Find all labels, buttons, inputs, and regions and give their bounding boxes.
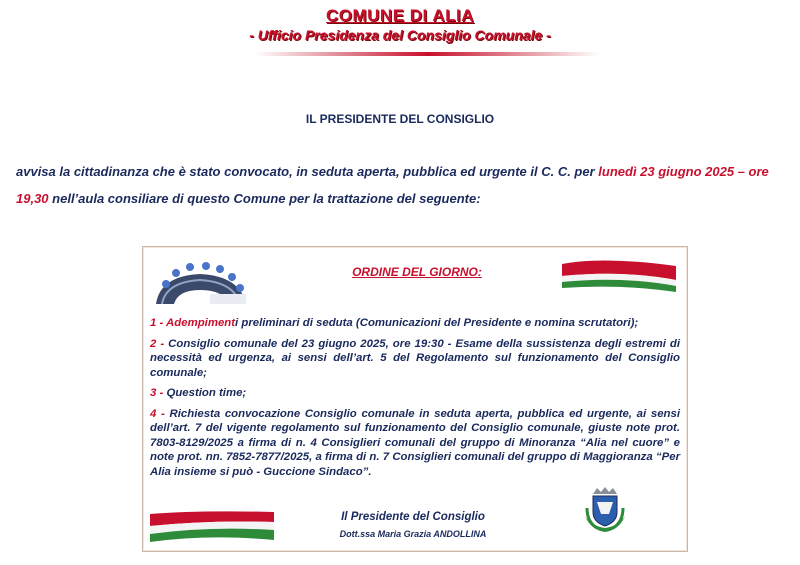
agenda-item-number: 3 -: [150, 387, 167, 399]
agenda-item: [150, 386, 680, 401]
agenda-item-text: Consiglio comunale del 23 giugno 2025, ore 19:30 - Esame della sussistenza degli estremi di necessità ed urgenza, ai sensi dell’art. 5 del Regolamento sul funzionamento del Consiglio comunale;: [150, 337, 680, 379]
signature-title: Il Presidente del Consiglio: [341, 511, 485, 523]
signature-name: Dott.ssa Maria Grazia ANDOLLINA: [339, 529, 487, 539]
notice-text-start: avvisa la cittadinanza che è stato convocato, in seduta aperta, pubblica ed urgente il C. C. per: [16, 164, 599, 179]
agenda-item-text: Question time;: [166, 387, 247, 399]
municipal-crest-icon: [583, 486, 627, 534]
agenda-item-number: 2 -: [150, 337, 169, 350]
agenda-item: [150, 337, 680, 381]
header-divider: [255, 52, 600, 56]
president-heading: IL PRESIDENTE DEL CONSIGLIO: [305, 112, 495, 126]
agenda-title: ORDINE DEL GIORNO:: [352, 265, 482, 279]
italian-flag-ribbon-icon: [562, 258, 676, 292]
italian-flag-ribbon-icon: [150, 510, 274, 544]
notice-text-end: nell’aula consiliare di questo Comune per la trattazione del seguente:: [48, 191, 481, 206]
council-gear-logo-icon: [150, 258, 250, 306]
municipality-title: COMUNE DI ALIA: [325, 6, 475, 25]
notice-date: lunedì 23 giugno 2025 – ore 19,30: [16, 164, 769, 206]
agenda-item-text: i preliminari di seduta (Comunicazioni del Presidente e nomina scrutatori);: [235, 317, 639, 329]
office-subtitle: - Ufficio Presidenza del Consiglio Comunale -: [249, 27, 551, 43]
agenda-item-number: 4 -: [150, 407, 170, 420]
notice-paragraph: [16, 158, 786, 212]
agenda-item: [150, 316, 680, 331]
agenda-item-number: 1 -: [150, 317, 167, 329]
page-header: [0, 6, 800, 43]
agenda-item-text: Richiesta convocazione Consiglio comunale in seduta aperta, pubblica ed urgente, ai sensi dell’art. 7 del vigente regolamento sul funzionamento del Consiglio comunale, giuste note prot. 7803-8129/2025 a firma di n. 4 Consiglieri comunali del gruppo di Minoranza “Alia nel cuore” e note prot. nn. 7852-7877/2025, a firma di n. 7 Consiglieri comunali del gruppo di Maggioranza “Per Alia insieme si può - Guccione Sindaco”.: [150, 407, 680, 478]
agenda-item: [150, 407, 680, 480]
agenda-item-highlight: Adempiment: [166, 317, 236, 329]
agenda-list: [150, 316, 680, 485]
